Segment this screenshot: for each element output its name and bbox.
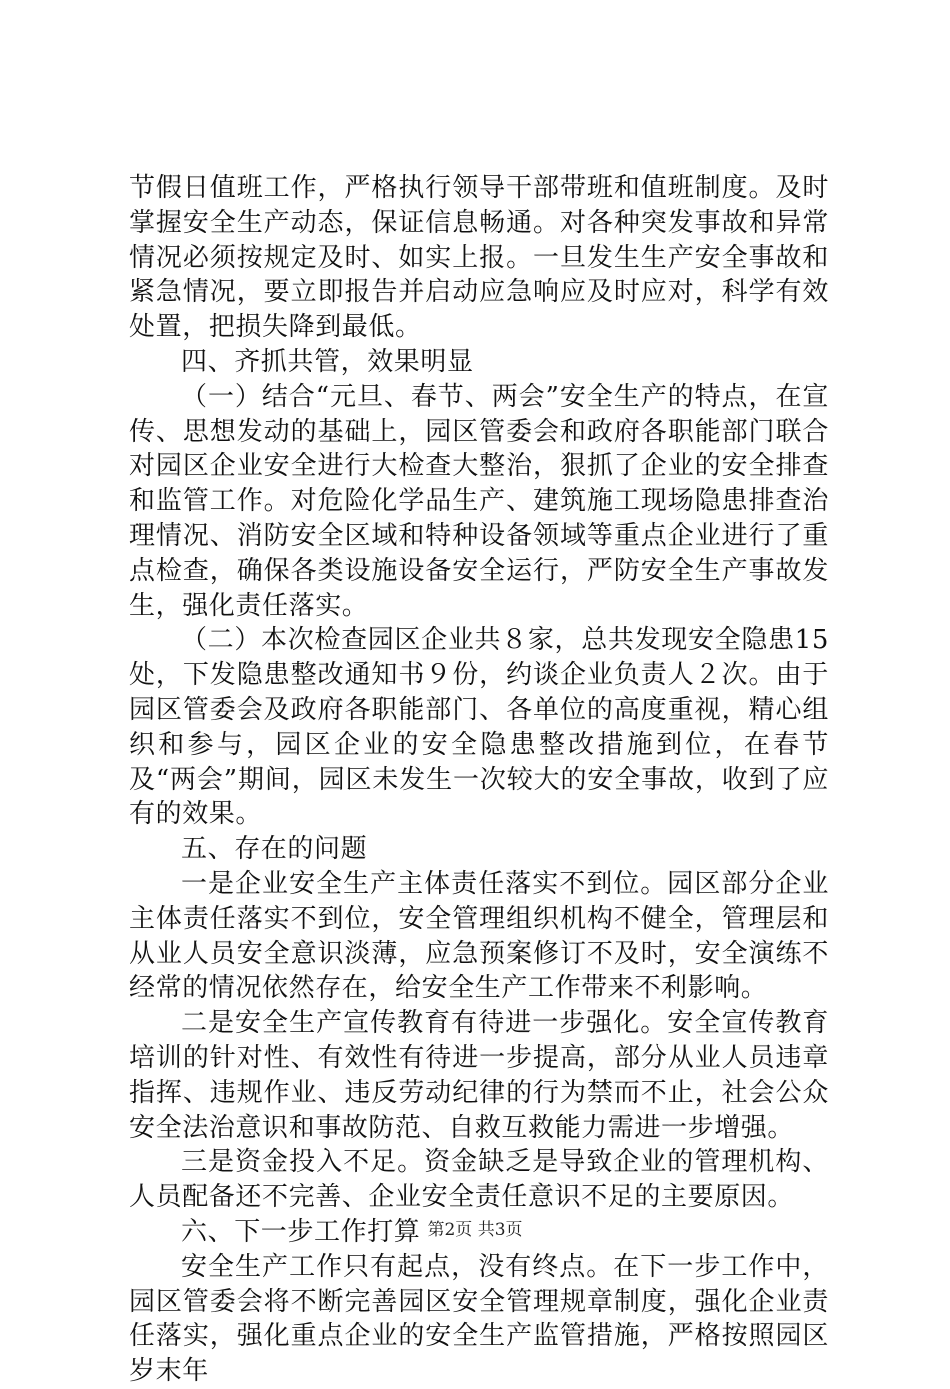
section-heading-six: 六、下一步工作打算 [181, 1216, 421, 1247]
paragraph-problem-one: 一是企业安全生产主体责任落实不到位。园区部分企业主体责任落实不到位，安全管理组织机构不健全，管理层和从业人员安全意识淡薄，应急预案修订不及时，安全演练不经常的情况依然存在，给安全生产工作带来不利影响。 [129, 868, 829, 1004]
paragraph-inspection-one: （一）结合“元旦、春节、两会”安全生产的特点，在宣传、思想发动的基础上，园区管委会和政府各职能部门联合对园区企业安全进行大检查大整治，狠抓了企业的安全排查和监管工作。对危险化学品生产、建筑施工现场隐患排查治理情况、消防安全区域和特种设备领域等重点企业进行了重点检查，确保各类设施设备安全运行，严防安全生产事故发生，强化责任落实。 [129, 381, 829, 621]
paragraph-problem-two: 二是安全生产宣传教育有待进一步强化。安全宣传教育培训的针对性、有效性有待进一步提高，部分从业人员违章指挥、违规作业、违反劳动纪律的行为禁而不止，社会公众安全法治意识和事故防范、自救互救能力需进一步增强。 [129, 1008, 829, 1143]
document-body [129, 171, 829, 1389]
paragraph-problem-three: 三是资金投入不足。资金缺乏是导致企业的管理机构、人员配备还不完善、企业安全责任意识不足的主要原因。 [129, 1147, 829, 1213]
paragraph-inspection-two: （二）本次检查园区企业共８家，总共发现安全隐患15处，下发隐患整改通知书９份，约谈企业负责人２次。由于园区管委会及政府各职能部门、各单位的高度重视，精心组织和参与，园区企业的安全隐患整改措施到位，在春节及“两会”期间，园区未发生一次较大的安全事故，收到了应有的效果。 [129, 625, 829, 830]
page-footer: 第2页 共3页 [427, 1220, 523, 1240]
paragraph-holiday-duty: 节假日值班工作，严格执行领导干部带班和值班制度。及时掌握安全生产动态，保证信息畅通。对各种突发事故和异常情况必须按规定及时、如实上报。一旦发生生产安全事故和紧急情况，要立即报告并启动应急响应及时应对，科学有效处置，把损失降到最低。 [129, 173, 829, 343]
section-heading-five: 五、存在的问题 [181, 834, 368, 865]
section-heading-four: 四、齐抓共管，效果明显 [181, 346, 474, 377]
paragraph-next-steps: 安全生产工作只有起点，没有终点。在下一步工作中，园区管委会将不断完善园区安全管理规章制度，强化企业责任落实，强化重点企业的安全生产监管措施，严格按照园区岁末年 [129, 1251, 829, 1387]
